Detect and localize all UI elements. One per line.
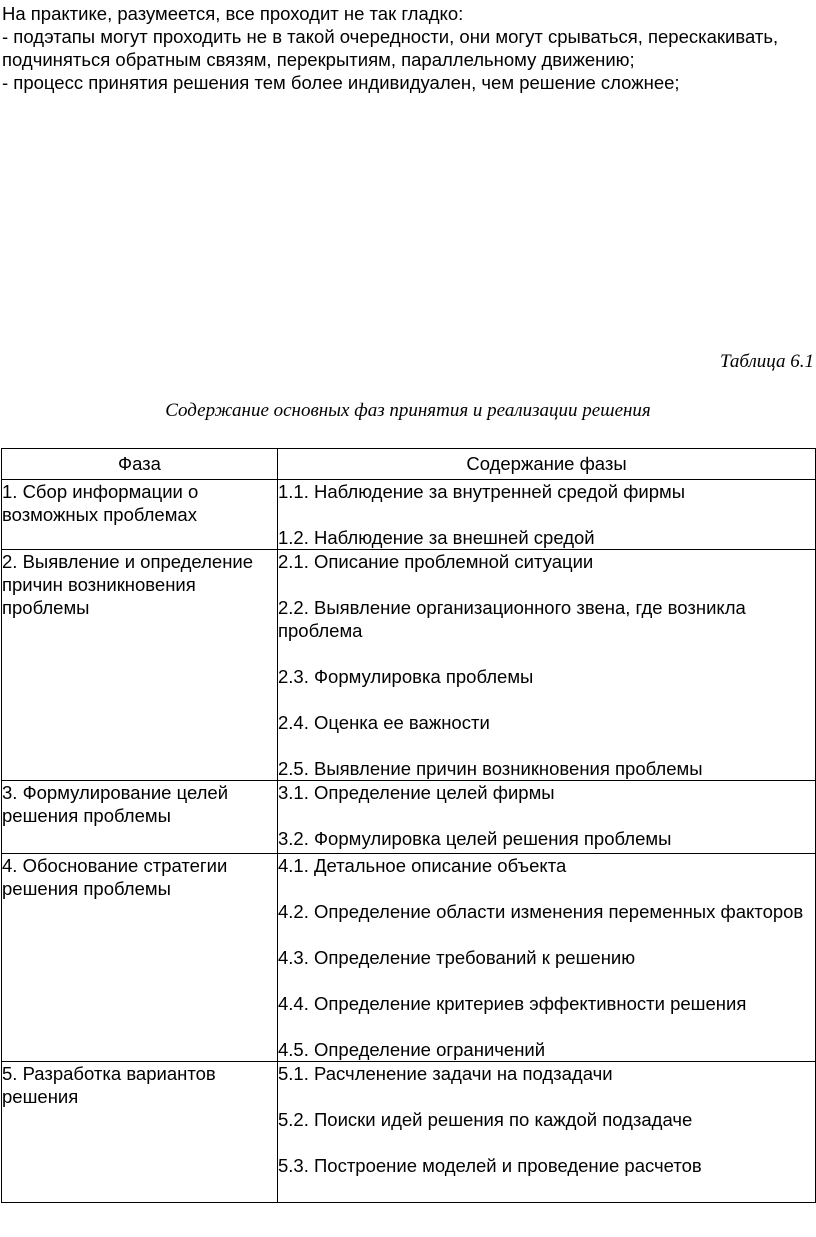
column-header-phase: Фаза	[2, 449, 278, 480]
phase-cell: 1. Сбор информации о возможных проблемах	[2, 480, 278, 550]
step-item: 2.2. Выявление организационного звена, где возникла проблема	[278, 597, 746, 641]
table-label: Таблица 6.1	[720, 351, 814, 372]
step-item: 5.2. Поиски идей решения по каждой подзадаче	[278, 1109, 693, 1130]
step-item: 4.3. Определение требований к решению	[278, 947, 636, 968]
table-row	[2, 1062, 816, 1203]
step-item: 2.3. Формулировка проблемы	[278, 666, 534, 687]
step-item: 2.1. Описание проблемной ситуации	[278, 551, 594, 572]
content-cell	[278, 781, 816, 854]
intro-line: подчиняться обратным связям, перекрытиям, параллельному движению;	[2, 49, 635, 70]
intro-text	[2, 2, 814, 94]
intro-line: - подэтапы могут проходить не в такой очередности, они могут срываться, перескакивать,	[2, 26, 779, 47]
step-item: 5.1. Расчленение задачи на подзадачи	[278, 1063, 613, 1084]
step-item: 4.5. Определение ограничений	[278, 1039, 546, 1060]
table-row	[2, 781, 816, 854]
phase-cell: 2. Выявление и определение причин возникновения проблемы	[2, 550, 278, 781]
step-item: 2.5. Выявление причин возникновения проблемы	[278, 758, 703, 779]
step-item: 4.1. Детальное описание объекта	[278, 855, 567, 876]
table-title: Содержание основных фаз принятия и реализации решения	[165, 400, 651, 421]
phases-table	[1, 448, 816, 1203]
step-item: 2.4. Оценка ее важности	[278, 712, 490, 733]
content-cell	[278, 1062, 816, 1203]
step-item: 1.2. Наблюдение за внешней средой	[278, 527, 595, 548]
step-item: 3.1. Определение целей фирмы	[278, 782, 555, 803]
table-row	[2, 854, 816, 1062]
table-header-row	[2, 449, 816, 480]
content-cell	[278, 854, 816, 1062]
content-cell	[278, 550, 816, 781]
column-header-content: Содержание фазы	[278, 449, 816, 480]
phase-cell: 4. Обоснование стратегии решения проблемы	[2, 854, 278, 1062]
phase-cell: 3. Формулирование целей решения проблемы	[2, 781, 278, 854]
phase-cell: 5. Разработка вариантов решения	[2, 1062, 278, 1203]
content-cell	[278, 480, 816, 550]
intro-line: На практике, разумеется, все проходит не так гладко:	[2, 3, 464, 24]
step-item: 1.1. Наблюдение за внутренней средой фирмы	[278, 481, 686, 502]
step-item: 4.2. Определение области изменения переменных факторов	[278, 901, 804, 922]
table-row	[2, 480, 816, 550]
step-item: 5.3. Построение моделей и проведение расчетов	[278, 1155, 702, 1176]
intro-line: - процесс принятия решения тем более индивидуален, чем решение сложнее;	[2, 72, 680, 93]
step-item: 3.2. Формулировка целей решения проблемы	[278, 828, 672, 849]
step-item: 4.4. Определение критериев эффективности решения	[278, 993, 747, 1014]
table-row	[2, 550, 816, 781]
